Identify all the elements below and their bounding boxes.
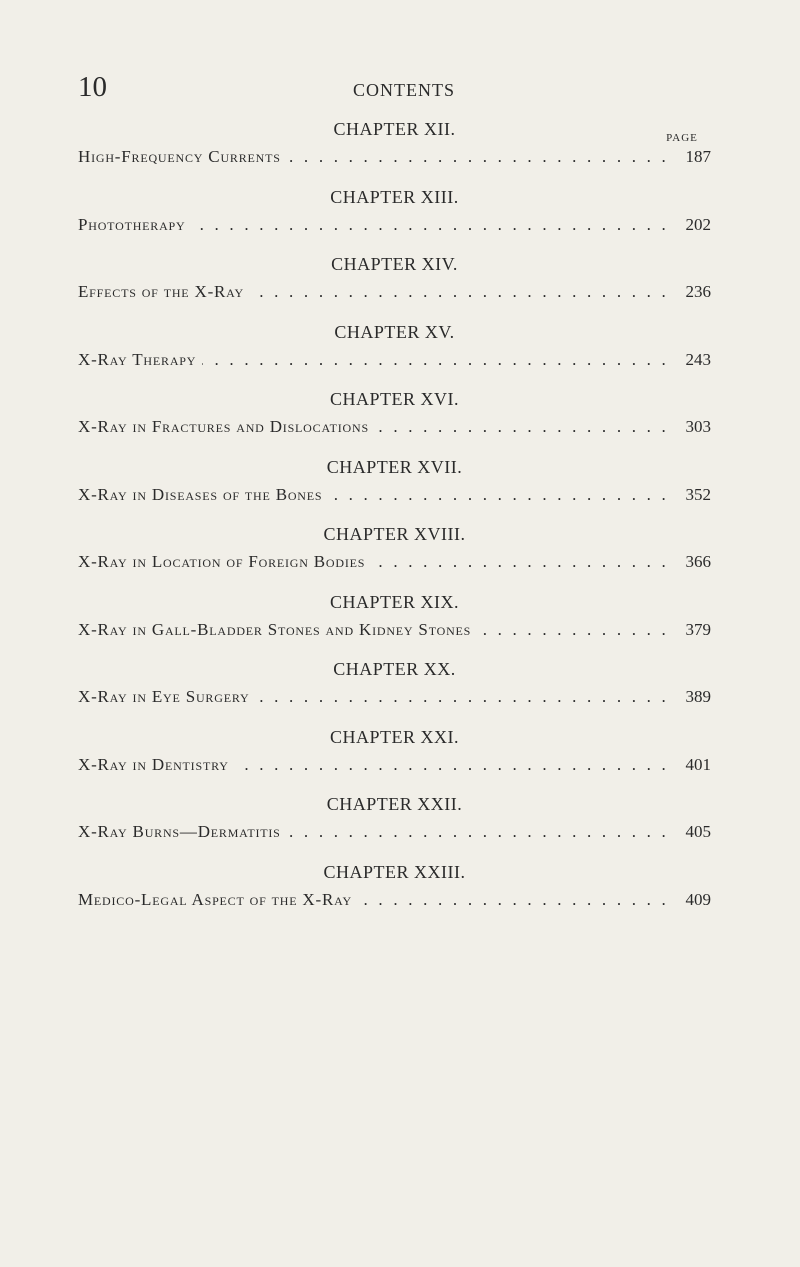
toc-entry [78, 658, 711, 726]
page-reference: 379 [685, 619, 711, 639]
toc-line [78, 889, 711, 911]
chapter-title: X-Ray Burns—Dermatitis [78, 822, 281, 841]
toc-line [78, 619, 711, 641]
toc-entry [78, 388, 711, 456]
dot-leader [192, 214, 669, 236]
toc-entry [78, 861, 711, 929]
page-reference: 243 [685, 349, 711, 369]
page-reference: 409 [685, 889, 711, 909]
dot-leader [235, 754, 669, 776]
toc-entry [78, 253, 711, 321]
toc-line [78, 281, 711, 303]
dot-leader [375, 416, 669, 438]
chapter-heading: CHAPTER XIII. [330, 186, 459, 207]
chapter-heading: CHAPTER XXII. [326, 794, 463, 814]
page-reference: 401 [685, 754, 711, 774]
page-reference: 202 [685, 214, 711, 234]
chapter-title: X-Ray Therapy [78, 349, 197, 369]
toc-line [78, 686, 711, 708]
page-header [78, 70, 730, 104]
toc-line [78, 214, 711, 236]
toc-entry [78, 591, 711, 659]
chapter-title: X-Ray in Dentistry [78, 754, 229, 774]
dot-leader [250, 281, 669, 303]
toc-entry [78, 118, 711, 186]
chapter-title: X-Ray in Eye Surgery [78, 687, 250, 706]
dot-leader [477, 619, 669, 641]
chapter-heading: CHAPTER XXI. [329, 726, 459, 747]
page-reference: 352 [685, 484, 711, 504]
chapter-title: Medico-Legal Aspect of the X-Ray [78, 889, 352, 909]
toc-entry [78, 793, 711, 861]
page-reference: 187 [685, 147, 711, 166]
page-column-label: PAGE [666, 132, 698, 144]
chapter-title: X-Ray in Gall-Bladder Stones and Kidney Stones [78, 619, 472, 639]
dot-leader [287, 821, 669, 843]
page-number: 10 [78, 71, 107, 103]
chapter-title: X-Ray in Fractures and Dislocations [78, 417, 369, 436]
chapter-heading: CHAPTER XVII. [326, 456, 463, 477]
dot-leader [328, 484, 669, 506]
chapter-heading: CHAPTER XX. [333, 659, 456, 679]
chapter-heading: CHAPTER XVIII. [323, 524, 466, 544]
toc-entry [78, 523, 711, 591]
page-reference: 389 [685, 687, 711, 706]
dot-leader [287, 146, 669, 168]
chapter-title: High-Frequency Currents [78, 147, 281, 166]
chapter-heading: CHAPTER XXIII. [323, 861, 466, 882]
toc-line [78, 349, 711, 371]
dot-leader [371, 551, 669, 573]
chapter-title: X-Ray in Diseases of the Bones [78, 484, 323, 504]
toc-entry [78, 726, 711, 794]
running-title: CONTENTS [353, 80, 455, 100]
chapter-heading: CHAPTER XII. [333, 119, 456, 139]
dot-leader [358, 889, 669, 911]
chapter-heading: CHAPTER XVI. [329, 389, 459, 409]
chapter-heading: CHAPTER XIX. [329, 591, 459, 612]
toc-line [78, 551, 711, 573]
page-reference: 236 [685, 282, 711, 301]
chapter-title: Phototherapy [78, 214, 186, 234]
toc-entry [78, 321, 711, 389]
chapter-title: X-Ray in Location of Foreign Bodies [78, 552, 366, 571]
chapter-heading: CHAPTER XV. [334, 321, 455, 342]
dot-leader [255, 686, 669, 708]
chapter-title: Effects of the X-Ray [78, 282, 244, 301]
dot-leader [202, 349, 669, 371]
toc-line [78, 821, 711, 843]
toc-line [78, 484, 711, 506]
chapter-heading: CHAPTER XIV. [331, 254, 458, 274]
toc-line [78, 146, 711, 168]
toc-entry [78, 186, 711, 254]
page-reference: 366 [685, 552, 711, 571]
toc-line [78, 754, 711, 776]
toc-line [78, 416, 711, 438]
toc-entry [78, 456, 711, 524]
table-of-contents [78, 118, 711, 928]
page-reference: 303 [685, 417, 711, 436]
page-reference: 405 [685, 822, 711, 841]
